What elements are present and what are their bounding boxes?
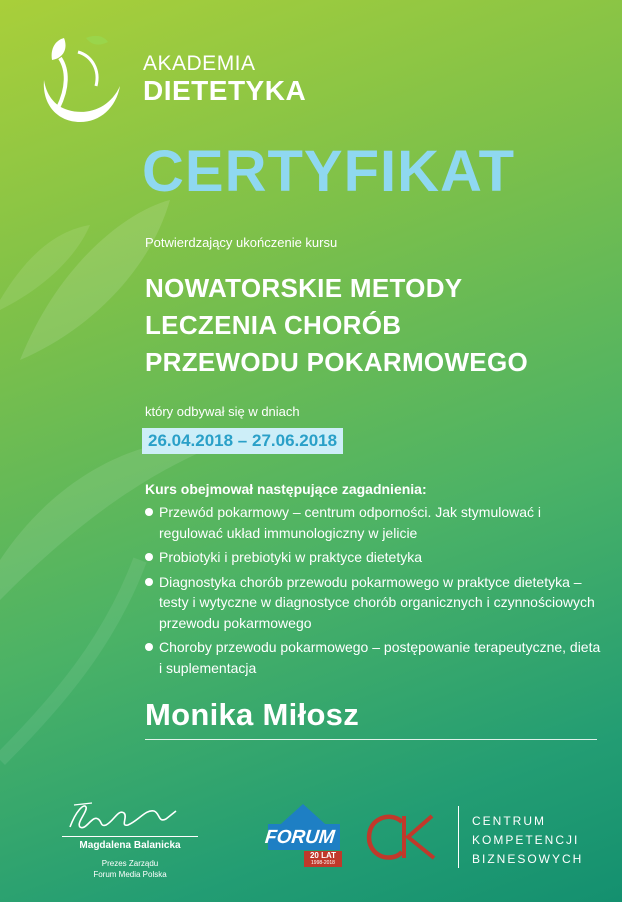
bullet-icon bbox=[145, 643, 153, 651]
forum-years: 1998-2018 bbox=[311, 860, 335, 866]
signer-role-line: Forum Media Polska bbox=[93, 870, 167, 879]
bullet-icon bbox=[145, 578, 153, 586]
signer-role-line: Prezes Zarządu bbox=[101, 859, 159, 868]
bullet-icon bbox=[145, 508, 153, 516]
ck-logo-icon bbox=[362, 812, 442, 862]
topic-text: Probiotyki i prebiotyki w praktyce dietetyka bbox=[159, 549, 422, 565]
topic-item bbox=[143, 637, 603, 678]
certificate-title: CERTYFIKAT bbox=[142, 139, 516, 204]
course-title-line: NOWATORSKIE METODY bbox=[145, 273, 463, 303]
course-title-line: PRZEWODU POKARMOWEGO bbox=[145, 347, 528, 377]
dates-label: który odbywał się w dniach bbox=[145, 404, 300, 419]
bullet-icon bbox=[145, 553, 153, 561]
topic-item bbox=[143, 502, 603, 543]
ck-logo-text bbox=[472, 812, 583, 869]
course-title bbox=[145, 270, 528, 381]
signer-role bbox=[62, 858, 198, 880]
topic-item bbox=[143, 547, 603, 568]
signature-icon bbox=[62, 797, 182, 837]
akademia-logo-icon bbox=[38, 30, 128, 130]
participant-name: Monika Miłosz bbox=[145, 697, 360, 732]
course-dates: 26.04.2018 – 27.06.2018 bbox=[142, 428, 343, 454]
brand-line-2: DIETETYKA bbox=[143, 75, 307, 106]
name-underline bbox=[145, 739, 597, 740]
confirmation-text: Potwierdzający ukończenie kursu bbox=[145, 235, 338, 250]
brand-line-1: AKADEMIA bbox=[143, 52, 256, 75]
forum-anniversary: 20 LAT bbox=[309, 851, 337, 860]
ck-text-line: BIZNESOWYCH bbox=[472, 852, 584, 866]
topic-item bbox=[143, 572, 603, 634]
forum-logo-text: FORUM bbox=[263, 827, 336, 848]
topics-heading: Kurs obejmował następujące zagadnienia: bbox=[145, 481, 427, 497]
signer-name: Magdalena Balanicka bbox=[62, 836, 198, 851]
course-title-line: LECZENIA CHORÓB bbox=[145, 310, 402, 340]
ck-text-line: KOMPETENCJI bbox=[472, 833, 580, 847]
topic-text: Diagnostyka chorób przewodu pokarmowego w praktyce dietetyka – testy i wytyczne w diagnostyce chorób organicznych i czynnościowych przewodu pokarmowego bbox=[159, 573, 595, 631]
topics-list bbox=[143, 502, 603, 682]
ck-divider bbox=[458, 806, 459, 868]
ck-text-line: CENTRUM bbox=[472, 814, 546, 828]
topic-text: Choroby przewodu pokarmowego – postępowanie terapeutyczne, dieta i suplementacja bbox=[159, 639, 601, 676]
topic-text: Przewód pokarmowy – centrum odporności. Jak stymulować i regulować układ immunologiczny w jelicie bbox=[159, 504, 542, 541]
forum-anniversary-badge bbox=[304, 851, 342, 867]
